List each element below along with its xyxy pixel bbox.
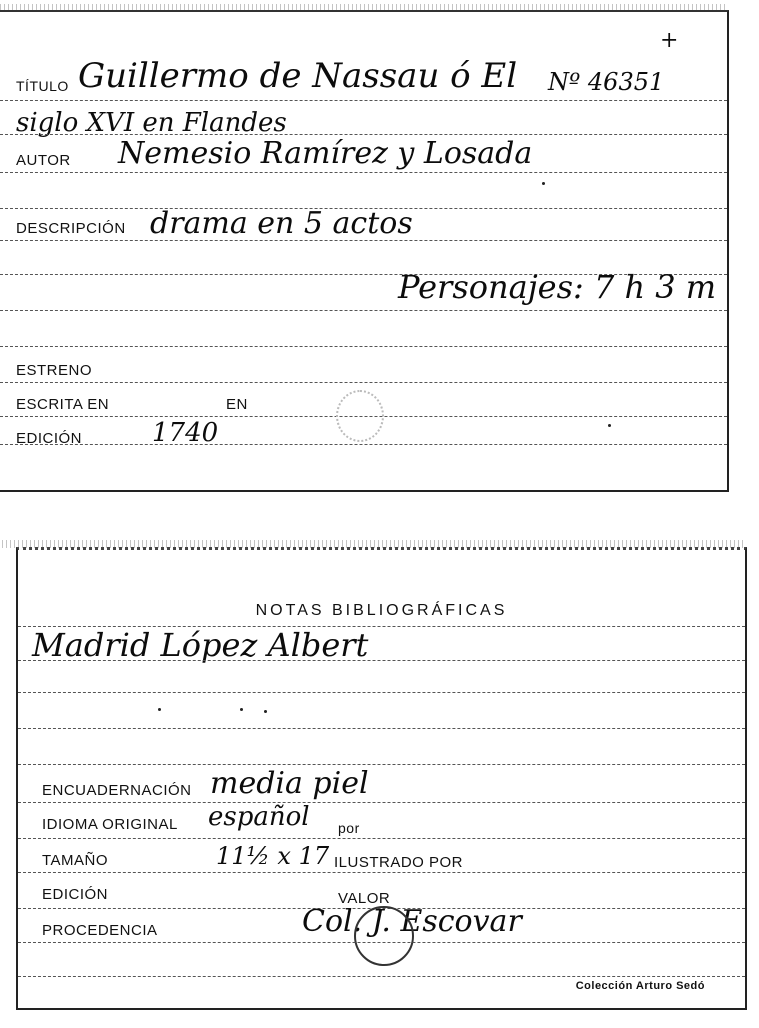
autor-value: Nemesio Ramírez y Losada [118,136,533,171]
rule [0,172,727,173]
rule [0,240,727,241]
edicion2-label: EDICIÓN [42,886,109,903]
valor-label: VALOR [338,890,391,907]
collection-stamp [354,906,414,966]
notas-header: NOTAS BIBLIOGRÁFICAS [255,602,508,619]
rule [18,764,745,765]
ink-speck [240,708,243,711]
collection-footer: Colección Arturo Sedó [575,980,705,992]
en-label: EN [226,396,248,413]
ink-speck [158,708,161,711]
paper-edge-texture [2,540,745,548]
catalog-card-bottom [16,547,747,1010]
edicion-value: 1740 [152,418,219,448]
rule [0,134,727,135]
procedencia-label: PROCEDENCIA [42,922,158,939]
rule [0,444,727,445]
rule [0,100,727,101]
estreno-label: ESTRENO [16,362,93,379]
descripcion-label: DESCRIPCIÓN [16,220,126,237]
rule [18,728,745,729]
rule [0,310,727,311]
idioma-label: IDIOMA ORIGINAL [42,816,178,833]
tamano-label: TAMAÑO [42,852,109,869]
titulo-label: TÍTULO [16,78,69,94]
idioma-value: español [208,802,310,832]
ink-speck [608,424,611,427]
edicion-label: EDICIÓN [16,430,83,447]
escrita-label: ESCRITA EN [16,396,110,413]
encuadernacion-label: ENCUADERNACIÓN [42,782,192,799]
descripcion-value: drama en 5 actos [150,206,413,241]
tamano-value: 11½ x 17 [216,842,330,870]
rule [18,838,745,839]
rule [18,802,745,803]
por-label: por [338,820,360,836]
faint-stamp-mark [336,390,384,442]
rule [18,660,745,661]
encuadernacion-value: media piel [210,766,369,801]
rule [18,976,745,977]
personajes-value: Personajes: 7 h 3 m [398,268,717,306]
paper-edge-texture [0,4,727,10]
rule [0,382,727,383]
rule [18,942,745,943]
rule [0,346,727,347]
ink-speck [542,182,545,185]
nota-line-1: Madrid López Albert [32,626,369,664]
titulo-value: Guillermo de Nassau ó El [78,56,518,96]
rule [18,872,745,873]
numero-value: Nº 46351 [548,68,665,96]
ilustrado-label: ILUSTRADO POR [334,854,464,871]
procedencia-value: Col. J. Escovar [302,904,522,939]
titulo-continuation: siglo XVI en Flandes [16,108,287,138]
plus-mark: + [660,28,679,53]
ink-speck [264,710,267,713]
rule [18,692,745,693]
autor-label: AUTOR [16,152,71,169]
catalog-card-top [0,10,729,492]
